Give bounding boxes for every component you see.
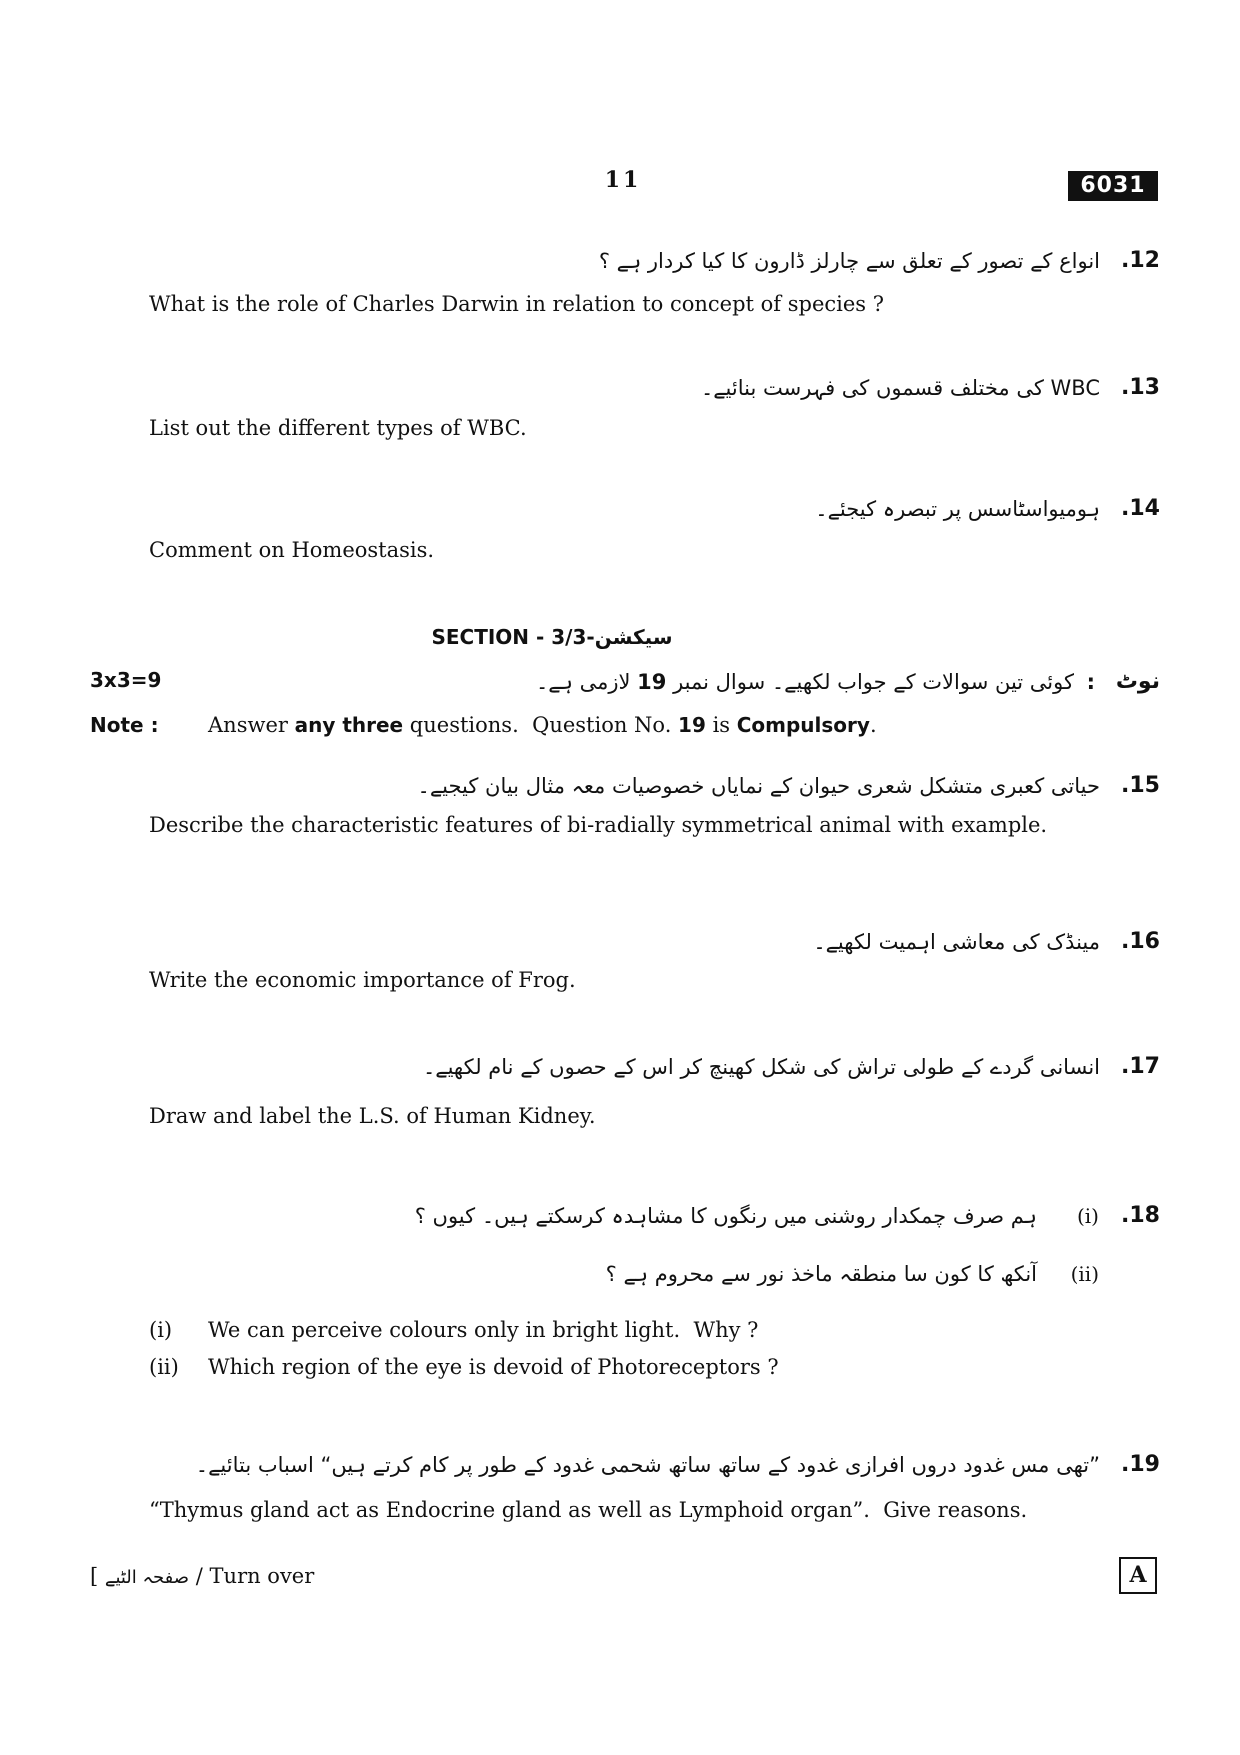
question-17-urdu: انسانی گردے کے طولی تراش کی شکل کھینچ کر اس کے حصوں کے نام لکھیے۔ [422,1055,1100,1079]
turn-over-note [90,1562,314,1592]
question-number-13: .13 [1121,375,1160,400]
question-12-urdu: انواع کے تصور کے تعلق سے چارلز ڈارون کا کیا کردار ہے ؟ [598,249,1100,273]
note-urdu-number: 19 [637,670,667,694]
question-18-part-2-urdu: آنکھ کا کون سا منطقہ ماخذ نور سے محروم ہے ؟ [605,1262,1037,1286]
footer-english: Turn over [209,1564,315,1588]
note-text-english [208,712,877,738]
note-text-part: . [869,713,877,737]
question-19-english: “Thymus gland act as Endocrine gland as well as Lymphoid organ”. Give reasons. [149,1498,1028,1522]
page-number: 11 [604,167,642,193]
footer-separator: / [195,1564,203,1588]
question-12-english: What is the role of Charles Darwin in relation to concept of species ? [149,292,885,316]
note-urdu-after: لازمی ہے۔ [536,670,631,694]
question-number-16: .16 [1121,929,1160,954]
question-13-english: List out the different types of WBC. [149,416,527,440]
question-15-english: Describe the characteristic features of bi-radially symmetrical animal with example. [149,813,1048,837]
note-label-urdu: نوٹ [1115,669,1160,694]
question-18-part-1-english: We can perceive colours only in bright light. Why ? [208,1318,759,1342]
note-text-part: is [705,713,737,737]
question-13-urdu: WBC کی مختلف قسموں کی فہرست بنائیے۔ [700,376,1100,400]
question-16-english: Write the economic importance of Frog. [149,968,576,992]
section-marks: 3x3=9 [90,668,162,692]
question-number-12: .12 [1121,248,1160,273]
question-18-part-label-urdu: (i) [1076,1204,1099,1228]
note-text-bold: any three [294,713,404,737]
question-number-15: .15 [1121,773,1160,798]
question-14-urdu: ہومیواسٹاسس پر تبصرہ کیجئے۔ [815,497,1100,521]
paper-code-badge: 6031 [1068,171,1158,201]
note-colon-urdu: : [1086,670,1095,694]
set-code-badge: A [1119,1557,1157,1594]
note-text-part: questions. Question No. [403,713,679,737]
question-number-18: .18 [1121,1203,1160,1228]
question-number-14: .14 [1121,496,1160,521]
note-urdu-before: کوئی تین سوالات کے جواب لکھیے۔ سوال نمبر [673,670,1074,694]
question-15-urdu: حیاتی کعبری متشکل شعری حیوان کے نمایاں خصوصیات معہ مثال بیان کیجیے۔ [417,774,1100,798]
question-18-part-label-english: (ii) [149,1355,179,1379]
note-text-urdu [536,667,1074,697]
footer-bracket: [ [90,1564,99,1588]
question-18-part-1-urdu: ہم صرف چمکدار روشنی میں رنگوں کا مشاہدہ کرسکتے ہیں۔ کیوں ؟ [414,1204,1037,1228]
question-18-part-label-urdu: (ii) [1070,1262,1099,1286]
note-label-english: Note : [90,713,159,737]
footer-urdu: صفحہ الٹیے [104,1567,190,1588]
note-text-bold: 19 [678,713,706,737]
question-18-part-label-english: (i) [149,1318,173,1342]
question-19-urdu: ”تھی مس غدود دروں افرازی غدود کے ساتھ ساتھ شحمی غدود کے طور پر کام کرتے ہیں“ اسباب بتائیے۔ [195,1453,1100,1477]
question-17-english: Draw and label the L.S. of Human Kidney. [149,1104,596,1128]
question-18-part-2-english: Which region of the eye is devoid of Photoreceptors ? [208,1355,779,1379]
note-text-bold: Compulsory [736,713,870,737]
question-number-17: .17 [1121,1054,1160,1079]
note-text-part: Answer [208,713,295,737]
section-title: SECTION - 3/3-سیکشن [431,625,673,649]
question-16-urdu: مینڈک کی معاشی اہمیت لکھیے۔ [813,930,1100,954]
question-14-english: Comment on Homeostasis. [149,538,435,562]
question-number-19: .19 [1121,1452,1160,1477]
